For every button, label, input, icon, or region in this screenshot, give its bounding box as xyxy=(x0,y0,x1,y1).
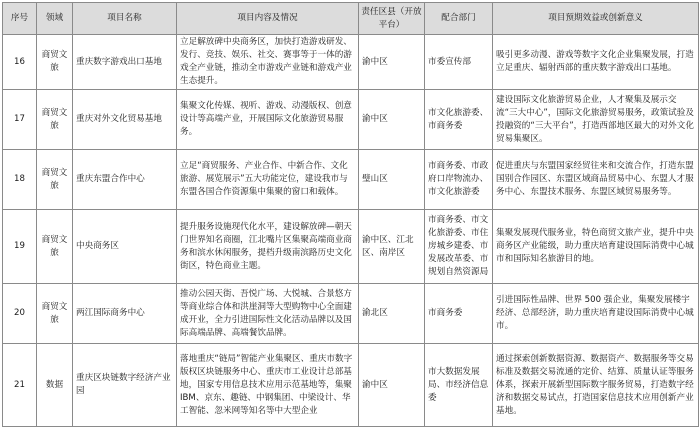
cell-name: 重庆数字游戏出口基地 xyxy=(73,35,177,90)
cell-name: 重庆东盟合作中心 xyxy=(73,150,177,210)
table-row xyxy=(3,90,699,150)
table-row xyxy=(3,344,699,427)
cell-district: 渝中区、江北区、南岸区 xyxy=(359,210,425,284)
cell-district: 璧山区 xyxy=(359,150,425,210)
table-row xyxy=(3,150,699,210)
cell-content: 落地重庆“链局”智能产业集聚区、重庆市数字版权区块链服务中心、重庆市工业设计总部基地，国家专用信息技术应用示范基地等，集聚 IBM、京东、趣链、中钢集团、中梁设计、华工智能、忽米网等知名等中大型企业 xyxy=(177,344,359,427)
cell-name: 中央商务区 xyxy=(73,210,177,284)
header-domain: 领域 xyxy=(37,3,73,35)
cell-district: 渝中区 xyxy=(359,35,425,90)
table-header xyxy=(3,3,699,35)
cell-name: 两江国际商务中心 xyxy=(73,284,177,344)
cell-meaning: 引进国际性品牌、世界 500 强企业，集聚发展楼宇经济、总部经济，助力重庆培育建设国际消费中心城市。 xyxy=(493,284,699,344)
header-dept: 配合部门 xyxy=(425,3,493,35)
cell-domain: 商贸文旅 xyxy=(37,35,73,90)
cell-no: 17 xyxy=(3,90,37,150)
cell-district: 渝中区 xyxy=(359,344,425,427)
cell-domain: 商贸文旅 xyxy=(37,210,73,284)
cell-meaning: 通过探索创新数据资源、数据资产、数据服务等交易标准及数据交易流通的定价、结算、质量认证等服务体系，探索开展新型国际数字服务贸易，打造数字经济和数据交易试点，打造国家信息技术应用创新产业基地。 xyxy=(493,344,699,427)
cell-domain: 商贸文旅 xyxy=(37,90,73,150)
cell-domain: 商贸文旅 xyxy=(37,284,73,344)
cell-dept: 市文化旅游委、市商务委 xyxy=(425,90,493,150)
header-no: 序号 xyxy=(3,3,37,35)
cell-no: 21 xyxy=(3,344,37,427)
cell-dept: 市商务委、市文化旅游委、市住房城乡建委、市发展改革委、市规划自然资源局 xyxy=(425,210,493,284)
cell-meaning: 促进重庆与东盟国家经贸往来和交流合作，打造东盟国别合作园区、东盟区域商品贸易中心、东盟人才服务中心、东盟技术服务、东盟区域贸易服务等。 xyxy=(493,150,699,210)
cell-meaning: 吸引更多动漫、游戏等数字文化企业集聚发展，打造立足重庆、辐射西部的重庆数字游戏出口基地。 xyxy=(493,35,699,90)
cell-name: 重庆对外文化贸易基地 xyxy=(73,90,177,150)
table-row xyxy=(3,35,699,90)
cell-content: 集聚文化传媒、视听、游戏、动漫版权、创意设计等高端产业，开展国际文化旅游贸易服务。 xyxy=(177,90,359,150)
header-district: 责任区县（开放平台） xyxy=(359,3,425,35)
cell-domain: 数据 xyxy=(37,344,73,427)
cell-dept: 市大数据发展局、市经济信息委 xyxy=(425,344,493,427)
cell-content: 提升服务设施现代化水平，建设解放碑—朝天门世界知名商圈，江北嘴片区集聚高端商业商务和滨水休闲服务，提档升级南滨路历史文化街区，特色商业主题。 xyxy=(177,210,359,284)
cell-meaning: 集聚发展现代服务业，特色商贸文旅产业，提升中央商务区产业能级，助力重庆培育建设国际消费中心城市和国际知名旅游目的地。 xyxy=(493,210,699,284)
cell-no: 19 xyxy=(3,210,37,284)
cell-no: 20 xyxy=(3,284,37,344)
cell-dept: 市商务委、市政府口岸物流办、市文化旅游委 xyxy=(425,150,493,210)
project-table xyxy=(2,2,699,427)
cell-content: 立足解放碑中央商务区，加快打造游戏研发、发行、竞技、娱乐、社交、赛事等于一体的游戏全产业链，推动全市游戏产业链和游戏产业生态提升。 xyxy=(177,35,359,90)
table-row xyxy=(3,210,699,284)
header-meaning: 项目预期效益或创新意义 xyxy=(493,3,699,35)
cell-district: 渝中区 xyxy=(359,90,425,150)
table-row xyxy=(3,284,699,344)
table-body xyxy=(3,35,699,427)
header-name: 项目名称 xyxy=(73,3,177,35)
cell-no: 18 xyxy=(3,150,37,210)
cell-dept: 市商务委 xyxy=(425,284,493,344)
cell-district: 渝北区 xyxy=(359,284,425,344)
cell-meaning: 建设国际文化旅游贸易企业，人才聚集及展示交流“三大中心”，国际文化旅游贸易服务，政策试验及投融资的“三大平台”，打造西部地区最大的对外文化贸易集聚区。 xyxy=(493,90,699,150)
cell-domain: 商贸文旅 xyxy=(37,150,73,210)
cell-dept: 市委宣传部 xyxy=(425,35,493,90)
cell-content: 立足“商贸服务、产业合作、中新合作、文化旅游、展览展示”五大功能定位，建设我市与东盟各国合作资源集中集聚的窗口和载体。 xyxy=(177,150,359,210)
cell-name: 重庆区块链数字经济产业园 xyxy=(73,344,177,427)
header-row xyxy=(3,3,699,35)
header-content: 项目内容及情况 xyxy=(177,3,359,35)
cell-content: 推动公园天街、吾悦广场、大悦城、合景悠方等商业综合体和洪崖洞等大型购物中心全面建成开业，全力引进国际性文化活动品牌以及国际高端品牌、高端餐饮品牌。 xyxy=(177,284,359,344)
cell-no: 16 xyxy=(3,35,37,90)
